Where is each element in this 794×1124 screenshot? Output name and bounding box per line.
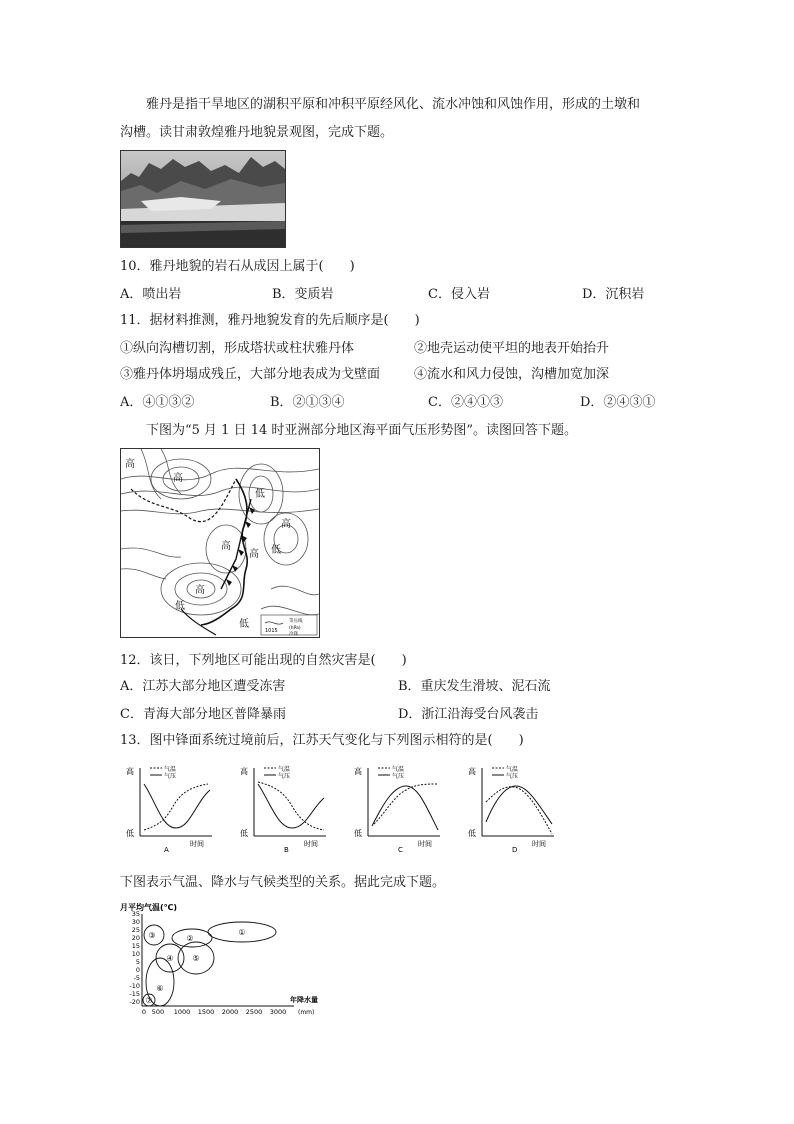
q13-panel-d[interactable]: [462, 762, 574, 854]
svg-text:3000: 3000: [269, 1008, 287, 1016]
map-high-label: 高: [173, 473, 183, 484]
svg-text:1500: 1500: [197, 1008, 215, 1016]
svg-text:2000: 2000: [221, 1008, 239, 1016]
svg-text:1015: 1015: [265, 628, 278, 634]
map-high-label: 高: [281, 519, 291, 530]
map-low-label: 低: [175, 601, 185, 612]
svg-text:高: 高: [126, 767, 134, 776]
q13-panel-c[interactable]: [348, 762, 460, 854]
svg-text:气压: 气压: [278, 773, 291, 780]
q11-item-1: ①纵向沟槽切割，形成塔状或柱状雅丹体: [120, 341, 355, 356]
svg-text:-15: -15: [129, 990, 140, 998]
svg-text:气压: 气压: [506, 773, 519, 780]
q12-stem: 12．该日，下列地区可能出现的自然灾害是( ): [120, 653, 407, 668]
svg-text:等压线: 等压线: [289, 619, 303, 624]
q10-option-b[interactable]: B．变质岩: [272, 287, 334, 302]
svg-text:-10: -10: [129, 982, 140, 990]
q10-option-c[interactable]: C．侵入岩: [428, 287, 490, 302]
svg-text:(hPa): (hPa): [289, 626, 301, 631]
q13-panel-a[interactable]: [120, 762, 232, 854]
map-high-label: 高: [221, 541, 231, 552]
map-legend: [261, 615, 317, 637]
climate-xunit: (mm): [298, 1009, 315, 1016]
q10-option-d[interactable]: D．沉积岩: [582, 287, 645, 302]
svg-text:-5: -5: [133, 974, 140, 982]
svg-text:③: ③: [148, 931, 156, 940]
map-high-label: 高: [249, 549, 259, 560]
q13-panel-b[interactable]: [234, 762, 346, 854]
svg-text:B: B: [284, 846, 289, 854]
climate-type-chart: [118, 902, 338, 1018]
svg-text:时间: 时间: [190, 840, 204, 848]
q11-item-4: ④流水和风力侵蚀，沟槽加宽加深: [414, 367, 610, 382]
q11-item-2: ②地壳运动使平坦的地表开始抬升: [414, 341, 610, 356]
svg-text:时间: 时间: [532, 840, 546, 848]
q12-option-a[interactable]: A．江苏大部分地区遭受冻害: [120, 679, 286, 694]
climate-xlabel: 年降水量: [290, 996, 318, 1004]
map-low-label: 低: [271, 545, 281, 556]
q11-option-a[interactable]: A．④①③②: [120, 395, 195, 410]
svg-text:高: 高: [354, 767, 362, 776]
svg-text:低: 低: [354, 829, 362, 838]
map-high-label: 高: [125, 459, 135, 470]
svg-text:5: 5: [135, 958, 140, 966]
svg-text:10: 10: [131, 950, 140, 958]
svg-text:气温: 气温: [506, 766, 519, 773]
q13-stem: 13．图中锋面系统过境前后，江苏天气变化与下列图示相符的是( ): [120, 733, 524, 748]
q11-option-d[interactable]: D．②④③①: [580, 395, 656, 410]
svg-text:25: 25: [131, 926, 140, 934]
intro-climate-chart: 下图表示气温、降水与气候类型的关系。据此完成下题。: [120, 875, 446, 890]
svg-text:15: 15: [131, 942, 140, 950]
q10-stem: 10．雅丹地貌的岩石从成因上属于( ): [120, 259, 355, 274]
svg-text:1000: 1000: [173, 1008, 191, 1016]
svg-text:⑥: ⑥: [156, 984, 164, 993]
svg-text:时间: 时间: [304, 840, 318, 848]
svg-text:C: C: [398, 846, 403, 854]
svg-text:低: 低: [126, 829, 134, 838]
svg-text:④: ④: [166, 954, 174, 963]
map-high-label: 高: [195, 585, 205, 596]
svg-text:气压: 气压: [392, 773, 405, 780]
map-low-label: 低: [239, 619, 249, 630]
intro-yardang-line1: 雅丹是指干旱地区的湖积平原和冲积平原经风化、流水冲蚀和风蚀作用，形成的土墩和: [146, 97, 641, 112]
svg-text:低: 低: [468, 829, 476, 838]
svg-text:20: 20: [131, 934, 140, 942]
svg-text:D: D: [512, 846, 518, 854]
svg-text:500: 500: [151, 1008, 165, 1016]
svg-text:低: 低: [240, 829, 248, 838]
svg-text:0: 0: [141, 1008, 147, 1016]
svg-text:高: 高: [468, 767, 476, 776]
svg-text:②: ②: [186, 934, 194, 943]
q12-option-b[interactable]: B．重庆发生滑坡、泥石流: [398, 679, 551, 694]
svg-text:A: A: [164, 846, 169, 854]
svg-text:-20: -20: [129, 998, 140, 1006]
svg-text:时间: 时间: [418, 840, 432, 848]
yardang-landscape-photo: [120, 150, 286, 248]
svg-text:冷锋: 冷锋: [289, 632, 298, 637]
svg-text:①: ①: [238, 928, 246, 937]
svg-text:⑦: ⑦: [145, 996, 153, 1005]
svg-text:气温: 气温: [164, 766, 177, 773]
svg-text:⑤: ⑤: [192, 954, 200, 963]
svg-text:气压: 气压: [164, 773, 177, 780]
intro-pressure-map: 下图为“5 月 1 日 14 时亚洲部分地区海平面气压形势图”。读图回答下题。: [146, 423, 578, 438]
svg-text:30: 30: [131, 918, 140, 926]
q11-option-b[interactable]: B．②①③④: [270, 395, 345, 410]
svg-text:35: 35: [131, 910, 140, 918]
svg-text:2500: 2500: [245, 1008, 263, 1016]
q11-item-3: ③雅丹体坍塌成残丘，大部分地表成为戈壁面: [120, 367, 381, 382]
svg-text:气温: 气温: [392, 766, 405, 773]
sea-level-pressure-map: [120, 448, 320, 638]
svg-text:气温: 气温: [278, 766, 291, 773]
q10-option-a[interactable]: A．喷出岩: [120, 287, 182, 302]
intro-yardang-line2: 沟槽。读甘肃敦煌雅丹地貌景观图，完成下题。: [120, 125, 394, 140]
q11-option-c[interactable]: C．②④①③: [428, 395, 503, 410]
map-low-label: 低: [255, 489, 265, 500]
q11-stem: 11．据材料推测，雅丹地貌发育的先后顺序是( ): [120, 313, 420, 328]
climate-ylabel: 月平均气温(℃): [120, 903, 177, 912]
q12-option-c[interactable]: C．青海大部分地区普降暴雨: [120, 707, 286, 722]
q12-option-d[interactable]: D．浙江沿海受台风袭击: [398, 707, 539, 722]
svg-text:高: 高: [240, 767, 248, 776]
svg-text:0: 0: [135, 966, 140, 974]
